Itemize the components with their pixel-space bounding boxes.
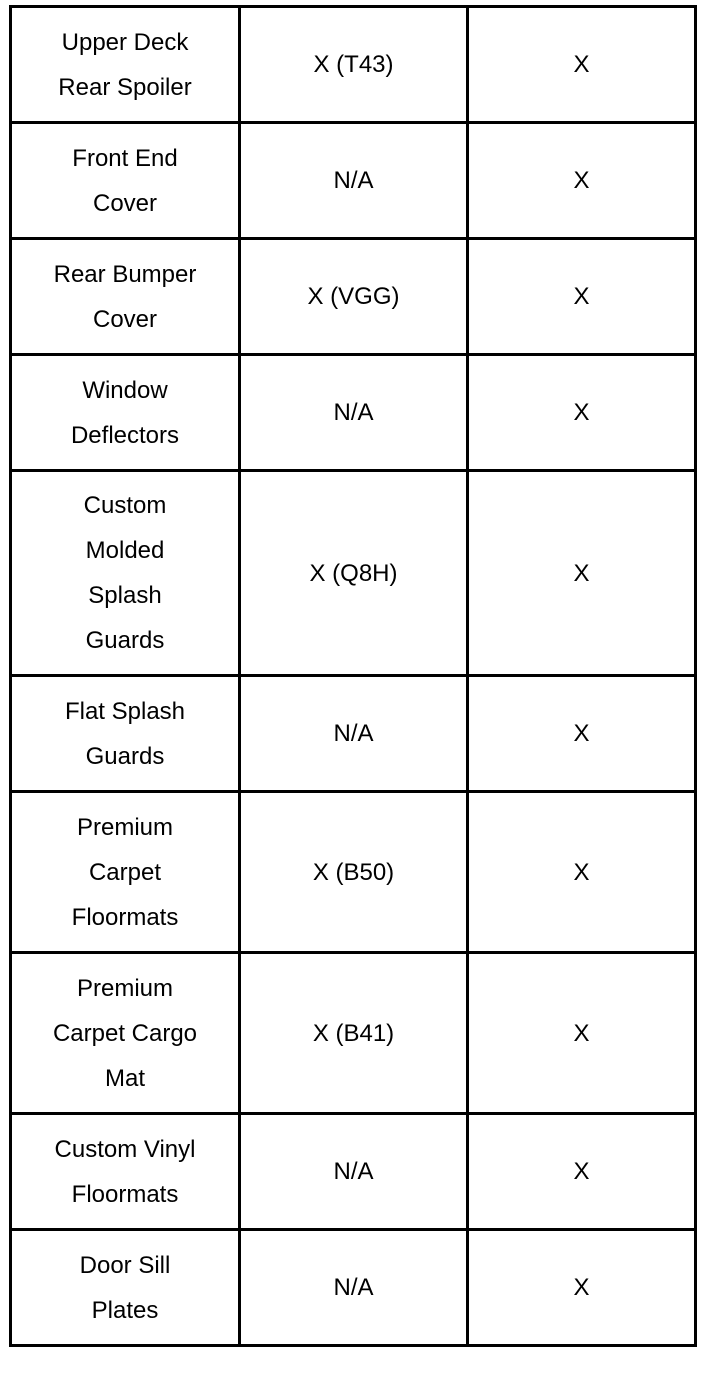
accessory-name-cell: Custom Molded Splash Guards <box>11 471 240 676</box>
accessory-name-cell: Upper Deck Rear Spoiler <box>11 7 240 123</box>
accessory-name-cell: Window Deflectors <box>11 355 240 471</box>
accessory-name-cell: Flat Splash Guards <box>11 676 240 792</box>
accessory-name-cell: Front End Cover <box>11 123 240 239</box>
option-code-cell: X (B50) <box>240 792 468 953</box>
table-row <box>11 7 696 123</box>
accessories-table <box>9 5 697 1347</box>
option-code-cell: N/A <box>240 1230 468 1346</box>
availability-mark-cell: X <box>468 1230 696 1346</box>
availability-mark-cell: X <box>468 471 696 676</box>
accessory-name-cell: Rear Bumper Cover <box>11 239 240 355</box>
accessories-table-container <box>9 5 697 1347</box>
accessory-name-cell: Custom Vinyl Floormats <box>11 1114 240 1230</box>
accessory-name-cell: Premium Carpet Floormats <box>11 792 240 953</box>
option-code-cell: X (Q8H) <box>240 471 468 676</box>
option-code-cell: N/A <box>240 676 468 792</box>
option-code-cell: N/A <box>240 123 468 239</box>
table-row <box>11 471 696 676</box>
table-row <box>11 953 696 1114</box>
option-code-cell: N/A <box>240 355 468 471</box>
option-code-cell: N/A <box>240 1114 468 1230</box>
table-row <box>11 355 696 471</box>
accessory-name-cell: Door Sill Plates <box>11 1230 240 1346</box>
availability-mark-cell: X <box>468 7 696 123</box>
availability-mark-cell: X <box>468 676 696 792</box>
table-row <box>11 239 696 355</box>
accessories-table-body <box>11 7 696 1346</box>
availability-mark-cell: X <box>468 953 696 1114</box>
table-row <box>11 676 696 792</box>
option-code-cell: X (T43) <box>240 7 468 123</box>
table-row <box>11 792 696 953</box>
availability-mark-cell: X <box>468 1114 696 1230</box>
accessory-name-cell: Premium Carpet Cargo Mat <box>11 953 240 1114</box>
availability-mark-cell: X <box>468 792 696 953</box>
availability-mark-cell: X <box>468 123 696 239</box>
table-row <box>11 1114 696 1230</box>
table-row <box>11 1230 696 1346</box>
option-code-cell: X (B41) <box>240 953 468 1114</box>
availability-mark-cell: X <box>468 355 696 471</box>
availability-mark-cell: X <box>468 239 696 355</box>
table-row <box>11 123 696 239</box>
option-code-cell: X (VGG) <box>240 239 468 355</box>
